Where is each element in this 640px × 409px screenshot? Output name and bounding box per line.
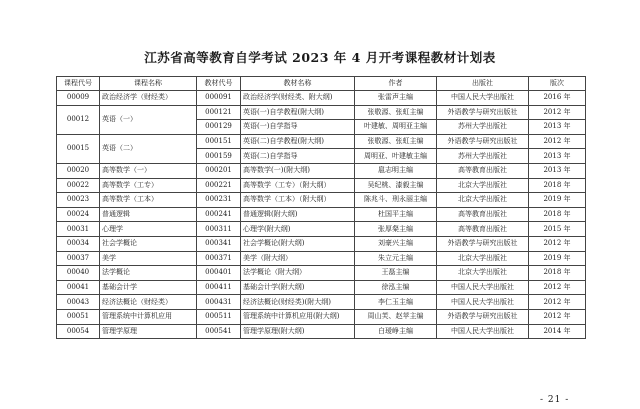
course-name-cell: 社会学概论 [100, 236, 197, 251]
edition-cell: 2016 年 [529, 91, 586, 106]
publisher-cell: 高等教育出版社 [437, 222, 529, 237]
course-name-cell: 管理系统中计算机应用 [100, 309, 197, 324]
book-name-cell: 法学概论（附大纲） [241, 266, 355, 281]
author-cell: 徐泓主编 [355, 280, 437, 295]
edition-cell: 2013 年 [529, 163, 586, 178]
edition-cell: 2019 年 [529, 251, 586, 266]
book-code-cell: 000511 [197, 309, 241, 324]
course-code-cell: 00024 [57, 207, 100, 222]
book-code-cell: 000129 [197, 120, 241, 135]
course-name-cell: 法学概论 [100, 266, 197, 281]
book-name-cell: 英语(一)自学教程(附大纲) [241, 105, 355, 120]
column-header: 教材代号 [197, 77, 241, 91]
publisher-cell: 苏州大学出版社 [437, 120, 529, 135]
course-code-cell: 00022 [57, 178, 100, 193]
publisher-cell: 中国人民大学出版社 [437, 295, 529, 310]
publisher-cell: 北京大学出版社 [437, 251, 529, 266]
course-code-cell: 00023 [57, 193, 100, 208]
book-name-cell: 管理系统中计算机应用(附大纲) [241, 309, 355, 324]
book-code-cell: 000341 [197, 236, 241, 251]
publisher-cell: 外语教学与研究出版社 [437, 236, 529, 251]
author-cell: 吴纪桃、漆毅主编 [355, 178, 437, 193]
book-name-cell: 心理学(附大纲) [241, 222, 355, 237]
author-cell: 张敬源、张虹主编 [355, 134, 437, 149]
course-name-cell: 高等数学（一） [100, 163, 197, 178]
edition-cell: 2012 年 [529, 280, 586, 295]
publisher-cell: 外语教学与研究出版社 [437, 105, 529, 120]
column-header: 教材名称 [241, 77, 355, 91]
course-code-cell: 00041 [57, 280, 100, 295]
column-header: 出版社 [437, 77, 529, 91]
book-code-cell: 000221 [197, 178, 241, 193]
column-header: 课程名称 [100, 77, 197, 91]
course-name-cell: 英语（一） [100, 105, 197, 134]
edition-cell: 2014 年 [529, 324, 586, 339]
book-name-cell: 英语(一)自学指导 [241, 120, 355, 135]
book-name-cell: 普通逻辑(附大纲) [241, 207, 355, 222]
course-name-cell: 英语（二） [100, 134, 197, 163]
book-name-cell: 政治经济学(财经类、附大纲) [241, 91, 355, 106]
author-cell: 扈志明主编 [355, 163, 437, 178]
table-row [57, 309, 586, 324]
book-code-cell: 000411 [197, 280, 241, 295]
publisher-cell: 高等教育出版社 [437, 207, 529, 222]
book-code-cell: 000371 [197, 251, 241, 266]
publisher-cell: 高等教育出版社 [437, 163, 529, 178]
author-cell: 朱立元主编 [355, 251, 437, 266]
author-cell: 陈兆斗、刑永丽主编 [355, 193, 437, 208]
book-code-cell: 000121 [197, 105, 241, 120]
publisher-cell: 外语教学与研究出版社 [437, 309, 529, 324]
book-code-cell: 000541 [197, 324, 241, 339]
author-cell: 王磊主编 [355, 266, 437, 281]
author-cell: 杜国平主编 [355, 207, 437, 222]
table-row [57, 236, 586, 251]
author-cell: 张雷声主编 [355, 91, 437, 106]
table-row [57, 105, 586, 120]
publisher-cell: 中国人民大学出版社 [437, 280, 529, 295]
author-cell: 周山芙、赵苹主编 [355, 309, 437, 324]
book-name-cell: 英语(二)自学指导 [241, 149, 355, 164]
course-code-cell: 00020 [57, 163, 100, 178]
edition-cell: 2012 年 [529, 236, 586, 251]
course-code-cell: 00037 [57, 251, 100, 266]
course-name-cell: 普通逻辑 [100, 207, 197, 222]
column-header: 版次 [529, 77, 586, 91]
publisher-cell: 外语教学与研究出版社 [437, 134, 529, 149]
publisher-cell: 北京大学出版社 [437, 178, 529, 193]
course-name-cell: 高等数学（工专） [100, 178, 197, 193]
course-code-cell: 00051 [57, 309, 100, 324]
book-name-cell: 高等数学(一)(附大纲) [241, 163, 355, 178]
course-code-cell: 00034 [57, 236, 100, 251]
course-name-cell: 政治经济学（财经类） [100, 91, 197, 106]
author-cell: 刘豪兴主编 [355, 236, 437, 251]
edition-cell: 2012 年 [529, 295, 586, 310]
course-code-cell: 00043 [57, 295, 100, 310]
edition-cell: 2012 年 [529, 134, 586, 149]
table-row [57, 207, 586, 222]
course-textbook-table [56, 76, 586, 339]
book-code-cell: 000091 [197, 91, 241, 106]
book-name-cell: 经济法概论(财经类)(附大纲) [241, 295, 355, 310]
author-cell: 张厚粲主编 [355, 222, 437, 237]
table-row [57, 222, 586, 237]
book-name-cell: 高等数学（工专）（附大纲） [241, 178, 355, 193]
table-row [57, 193, 586, 208]
course-name-cell: 美学 [100, 251, 197, 266]
publisher-cell: 中国人民大学出版社 [437, 91, 529, 106]
course-name-cell: 心理学 [100, 222, 197, 237]
book-code-cell: 000431 [197, 295, 241, 310]
course-code-cell: 00031 [57, 222, 100, 237]
column-header: 课程代号 [57, 77, 100, 91]
publisher-cell: 北京大学出版社 [437, 266, 529, 281]
book-code-cell: 000201 [197, 163, 241, 178]
author-cell: 张敬源、张虹主编 [355, 105, 437, 120]
edition-cell: 2019 年 [529, 193, 586, 208]
edition-cell: 2013 年 [529, 120, 586, 135]
page-number: - 21 - [540, 395, 570, 405]
author-cell: 周明亚、叶建敏主编 [355, 149, 437, 164]
book-name-cell: 基础会计学(附大纲) [241, 280, 355, 295]
column-header: 作者 [355, 77, 437, 91]
book-name-cell: 美学（附大纲） [241, 251, 355, 266]
page-title: 江苏省高等教育自学考试 2023 年 4 月开考课程教材计划表 [144, 50, 496, 65]
book-code-cell: 000241 [197, 207, 241, 222]
book-code-cell: 000311 [197, 222, 241, 237]
book-name-cell: 管理学原理(附大纲) [241, 324, 355, 339]
book-name-cell: 英语(二)自学教程(附大纲) [241, 134, 355, 149]
table-row [57, 91, 586, 106]
book-code-cell: 000159 [197, 149, 241, 164]
edition-cell: 2013 年 [529, 149, 586, 164]
table-header-row [57, 77, 586, 91]
author-cell: 李仁玉主编 [355, 295, 437, 310]
book-name-cell: 高等数学（工本）（附大纲） [241, 193, 355, 208]
author-cell: 白瑷峥主编 [355, 324, 437, 339]
table-row [57, 163, 586, 178]
table-row [57, 280, 586, 295]
author-cell: 叶建敏、周明亚主编 [355, 120, 437, 135]
course-code-cell: 00012 [57, 105, 100, 134]
edition-cell: 2012 年 [529, 105, 586, 120]
publisher-cell: 北京大学出版社 [437, 193, 529, 208]
course-name-cell: 高等数学（工本） [100, 193, 197, 208]
publisher-cell: 中国人民大学出版社 [437, 324, 529, 339]
course-code-cell: 00040 [57, 266, 100, 281]
course-code-cell: 00015 [57, 134, 100, 163]
edition-cell: 2018 年 [529, 266, 586, 281]
table-row [57, 324, 586, 339]
table-row [57, 178, 586, 193]
book-code-cell: 000401 [197, 266, 241, 281]
edition-cell: 2012 年 [529, 309, 586, 324]
publisher-cell: 苏州大学出版社 [437, 149, 529, 164]
table-row [57, 266, 586, 281]
table-row [57, 251, 586, 266]
edition-cell: 2015 年 [529, 222, 586, 237]
edition-cell: 2018 年 [529, 178, 586, 193]
course-name-cell: 基础会计学 [100, 280, 197, 295]
book-code-cell: 000151 [197, 134, 241, 149]
course-code-cell: 00009 [57, 91, 100, 106]
edition-cell: 2018 年 [529, 207, 586, 222]
book-code-cell: 000231 [197, 193, 241, 208]
table-row [57, 295, 586, 310]
course-name-cell: 管理学原理 [100, 324, 197, 339]
table-row [57, 134, 586, 149]
course-code-cell: 00054 [57, 324, 100, 339]
course-name-cell: 经济法概论（财经类） [100, 295, 197, 310]
book-name-cell: 社会学概论(附大纲) [241, 236, 355, 251]
